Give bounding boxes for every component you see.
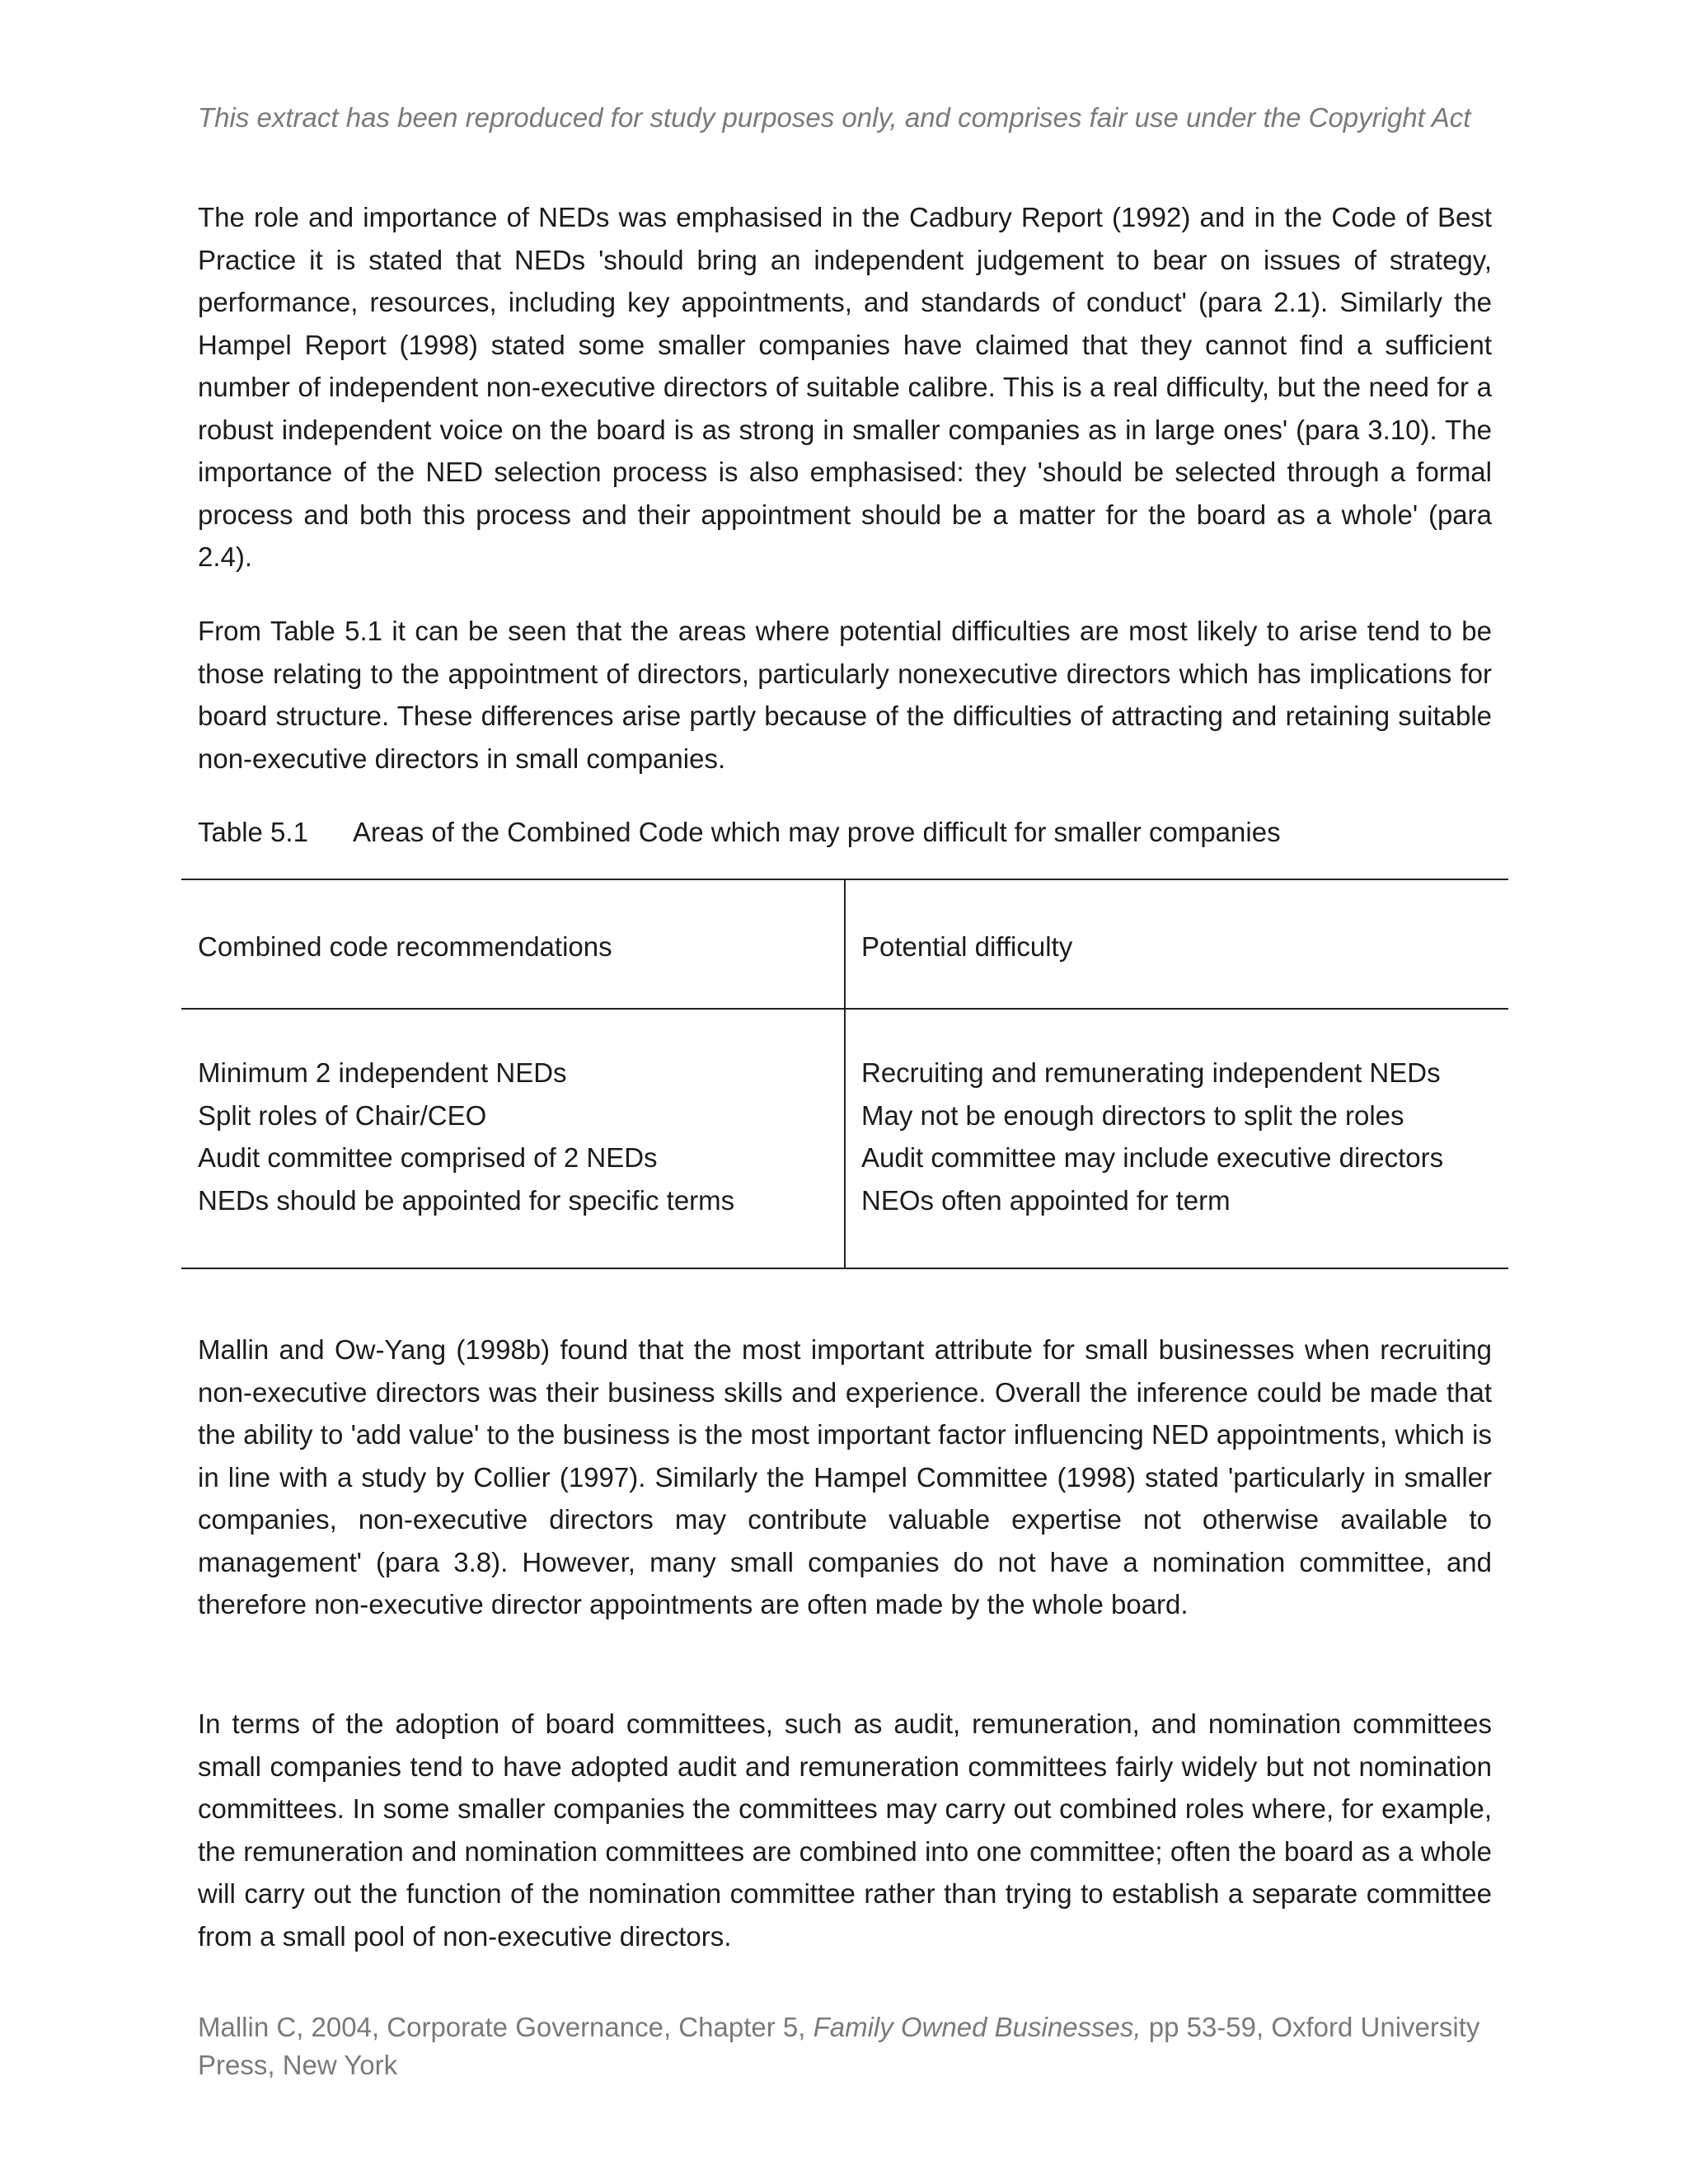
paragraph-table-intro: From Table 5.1 it can be seen that the areas where potential difficulties are most likely to arise tend to be those relating to the appointment of directors, particularly nonexecutive directors which has implications for board structure. These differences arise partly because of the difficulties of attracting and retaining suitable non-executive directors in small companies.	[198, 616, 1492, 774]
table-cell-difficulty: Audit committee may include executive directors	[861, 1142, 1444, 1173]
table-header-divider	[181, 1008, 1508, 1010]
paragraph-ned-role: The role and importance of NEDs was emphasised in the Cadbury Report (1992) and in the Code of Best Practice it is stated that NEDs 'should bring an independent judgement to bear on issues of strategy, performance, resources, including key appointments, and standards of conduct' (para 2.1). Similarly the Hampel Report (1998) stated some smaller companies have claimed that they cannot find a sufficient number of independent non-executive directors of suitable calibre. This is a real difficulty, but the need for a robust independent voice on the board is as strong in smaller companies as in large ones' (para 3.10). The importance of the NED selection process is also emphasised: they 'should be selected through a formal process and both this process and their appointment should be a matter for the board as a whole' (para 2.4).	[198, 202, 1492, 572]
table-cell-recommendation: Audit committee comprised of 2 NEDs	[198, 1142, 658, 1173]
table-cell-difficulty: Recruiting and remunerating independent NEDs	[861, 1057, 1441, 1088]
table-number: Table 5.1	[198, 817, 308, 847]
table-title: Areas of the Combined Code which may prove difficult for smaller companies	[353, 817, 1281, 847]
citation-text: Mallin C, 2004, Corporate Governance, Chapter 5,	[198, 2012, 814, 2042]
table-cell-difficulty: May not be enough directors to split the roles	[861, 1099, 1404, 1131]
table-cell-recommendation: Split roles of Chair/CEO	[198, 1099, 487, 1131]
recommendations-column	[198, 1052, 832, 1221]
citation-publisher: pp 53-59, Oxford University Press, New York	[198, 2012, 1480, 2080]
table-cell-difficulty: NEOs often appointed for term	[861, 1184, 1231, 1216]
difficulties-column	[861, 1052, 1496, 1221]
table-column-divider	[844, 880, 846, 1268]
copyright-notice: This extract has been reproduced for study purposes only, and comprises fair use under the Copyright Act	[198, 102, 1471, 133]
recommendations-table	[181, 879, 1508, 1269]
paragraph-mallin-study: Mallin and Ow-Yang (1998b) found that the most important attribute for small businesses when recruiting non-executive directors was their business skills and experience. Overall the inference could be made that the ability to 'add value' to the business is the most important factor influencing NED appointments, which is in line with a study by Collier (1997). Similarly the Hampel Committee (1998) stated 'particularly in smaller companies, non-executive directors may contribute valuable expertise not otherwise available to management' (para 3.8). However, many small companies do not have a nomination committee, and therefore non-executive director appointments are often made by the whole board.	[198, 1334, 1492, 1619]
table-cell-recommendation: Minimum 2 independent NEDs	[198, 1057, 567, 1088]
source-citation	[198, 2008, 1492, 2084]
table-header-difficulty: Potential difficulty	[861, 931, 1073, 962]
table-header-recommendations: Combined code recommendations	[198, 931, 612, 962]
paragraph-board-committees: In terms of the adoption of board committees, such as audit, remuneration, and nomination committees small companies tend to have adopted audit and remuneration committees fairly widely but not nomination committees. In some smaller companies the committees may carry out combined roles where, for example, the remuneration and nomination committees are combined into one committee; often the board as a whole will carry out the function of the nomination committee rather than trying to establish a separate committee from a small pool of non-executive directors.	[198, 1708, 1492, 1952]
table-caption	[198, 812, 1492, 853]
citation-chapter-title: Family Owned Businesses,	[813, 2012, 1142, 2042]
table-cell-recommendation: NEDs should be appointed for specific terms	[198, 1184, 735, 1216]
